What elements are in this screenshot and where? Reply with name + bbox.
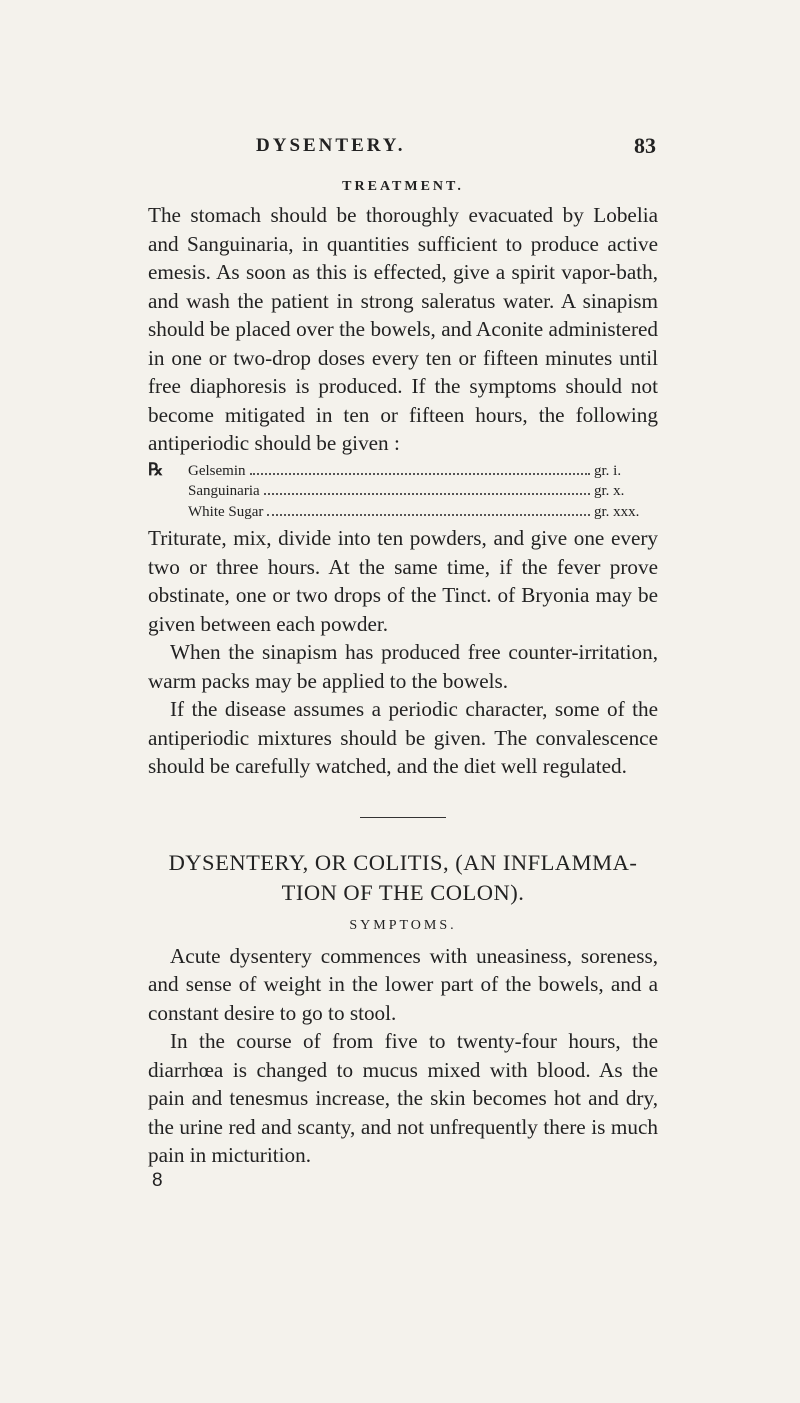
prescription-item-quantity: gr. i. [594, 462, 622, 479]
prescription [148, 460, 658, 523]
section-heading-line-2: TION OF THE COLON). [281, 879, 525, 905]
treatment-paragraph-1: The stomach should be thoroughly evacuated by Lobelia and Sanguinaria, in quantities sufficient to produce active emesis. As soon as this is effected, give a spirit vapor-bath, and wash the patient in strong saleratus water. A sinapism should be placed over the bowels, and Aconite administered in one or two-drop doses every ten or fifteen minutes until free diaphoresis is produced. If the symptoms should not become mitigated in ten or fifteen hours, the following antiperiodic should be given : [148, 203, 658, 455]
treatment-label: TREATMENT. [342, 179, 464, 194]
treatment-paragraph-3: When the sinapism has produced free counter-irritation, warm packs may be applied to the bowels. [148, 640, 658, 693]
recipe-symbol: ℞ [148, 459, 164, 479]
section-heading-line-1: DYSENTERY, OR COLITIS, (AN INFLAMMA- [168, 849, 638, 875]
prescription-item-quantity: gr. xxx. [594, 503, 640, 520]
prescription-row [148, 481, 658, 502]
treatment-paragraph-4: If the disease assumes a periodic character, some of the antiperiodic mixtures should be given. The convalescence should be carefully watched, and the diet well regulated. [148, 697, 658, 778]
section-heading [148, 848, 658, 908]
prescription-item-name: Sanguinaria [188, 483, 260, 499]
section-divider [360, 817, 446, 818]
leader-dots [250, 473, 591, 475]
book-page [148, 135, 658, 1192]
leader-dots [264, 493, 590, 495]
page-number: 83 [634, 133, 656, 158]
symptoms-label: SYMPTOMS. [349, 917, 457, 933]
symptoms-paragraph-2: In the course of from five to twenty-four hours, the diarrhœa is changed to mucus mixed with blood. As the pain and tenesmus increase, the skin becomes hot and dry, the urine red and scanty, and not unfrequently there is much pain in micturition. [148, 1029, 658, 1167]
prescription-item-name: White Sugar [188, 503, 264, 520]
prescription-row [148, 502, 658, 523]
symptoms-paragraph-1: Acute dysentery commences with uneasiness, soreness, and sense of weight in the lower part of the bowels, and a constant desire to go to stool. [148, 943, 658, 1025]
prescription-row [148, 460, 658, 482]
prescription-item-name: Gelsemin [188, 462, 246, 479]
treatment-paragraph-2: Triturate, mix, divide into ten powders, and give one every two or three hours. At the same time, if the fever prove obstinate, one or two drops of the Tinct. of Bryonia may be given between each powder. [148, 526, 658, 636]
signature-mark: 8 [152, 1169, 163, 1191]
leader-dots [267, 514, 590, 516]
prescription-item-quantity: gr. x. [594, 483, 625, 499]
running-head [148, 135, 658, 165]
running-head-title: DYSENTERY. [256, 135, 406, 156]
